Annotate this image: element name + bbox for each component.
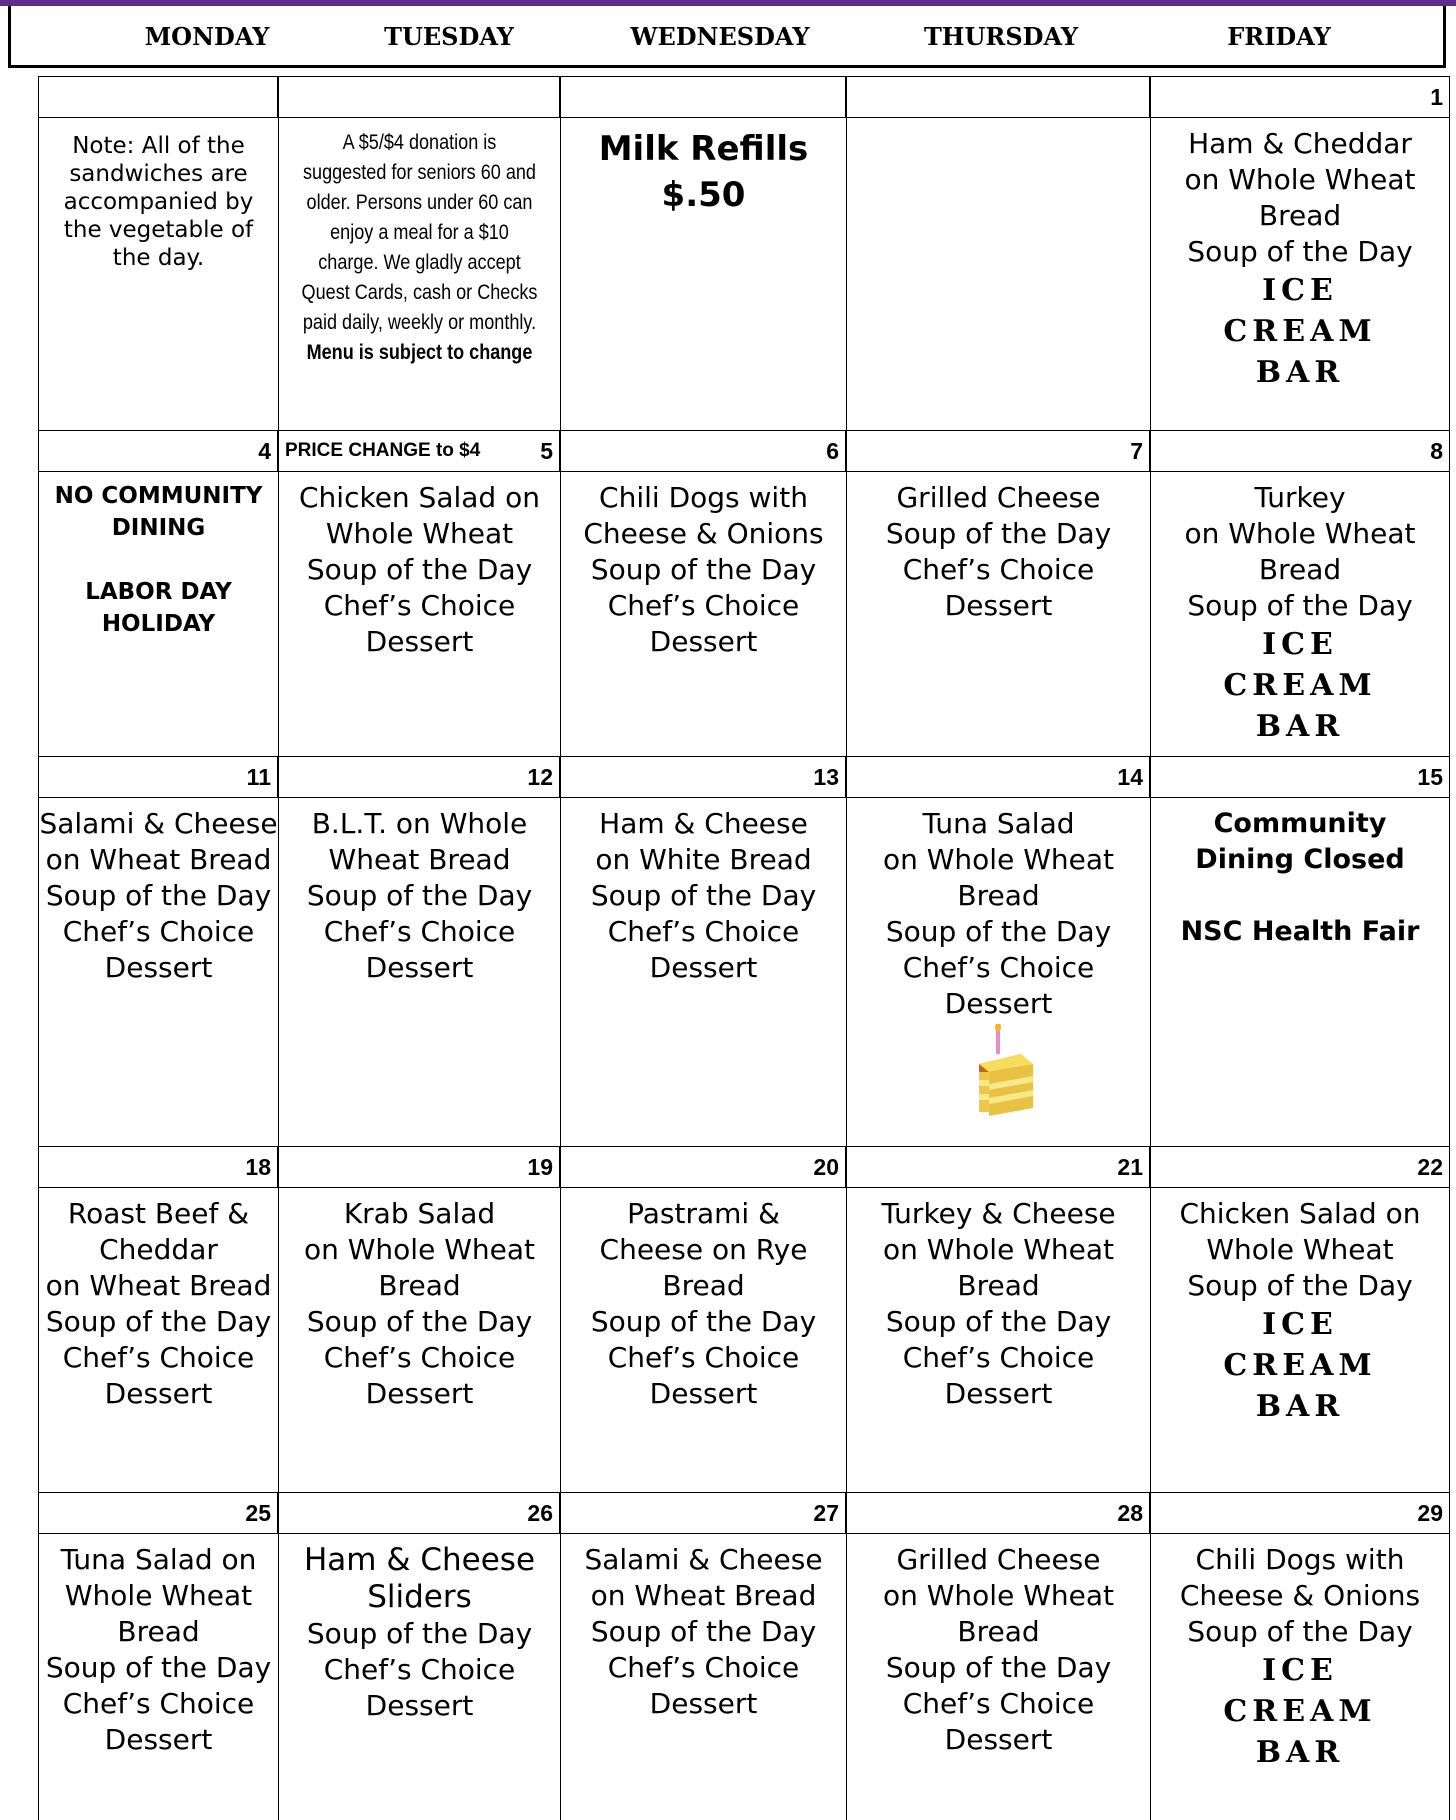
day-cell-wednesday xyxy=(560,1188,846,1492)
date-number-text: 22 xyxy=(1417,1154,1443,1180)
note-text: Note: All of the sandwiches are accompanied by the vegetable of the day. xyxy=(63,133,254,271)
menu-line: Salami & Cheese xyxy=(584,1543,823,1576)
date-number-thursday xyxy=(846,1146,1150,1188)
menu-line: Tuna Salad xyxy=(922,807,1075,840)
date-number-friday xyxy=(1150,756,1450,798)
menu-line: Chef’s Choice xyxy=(902,1341,1095,1374)
menu-line: Soup of the Day xyxy=(1187,235,1413,268)
menu-line: on Wheat Bread xyxy=(590,1579,817,1612)
date-number-text: 7 xyxy=(1130,438,1143,464)
menu-line: Soup of the Day xyxy=(885,1651,1112,1684)
menu-line: Dessert xyxy=(365,1377,474,1410)
menu-line: Dessert xyxy=(944,1723,1053,1756)
menu-line: Bread xyxy=(957,1615,1040,1648)
menu-line: Bread xyxy=(1258,553,1342,586)
menu-line: Cheese on Rye xyxy=(599,1233,808,1266)
date-number-text: 11 xyxy=(246,764,271,790)
menu-line: Ham & Cheese xyxy=(303,1542,536,1578)
menu-line: Roast Beef & xyxy=(67,1197,250,1230)
ice-cream-bar-text: CREAM xyxy=(1223,1348,1377,1383)
weekday-header xyxy=(8,6,1446,68)
date-number-monday xyxy=(38,1146,278,1188)
menu-line: Chef’s Choice xyxy=(902,553,1095,586)
ice-cream-bar-text: CREAM xyxy=(1223,314,1377,349)
date-number-tuesday xyxy=(278,430,560,472)
menu-line: Soup of the Day xyxy=(885,517,1112,550)
birthday-cake-icon xyxy=(847,1024,1150,1133)
ice-cream-bar-text: ICE xyxy=(1262,273,1338,308)
date-number-text: 18 xyxy=(245,1154,271,1180)
menu-line: Community xyxy=(1213,808,1387,839)
date-number-thursday xyxy=(846,76,1150,118)
date-number-tuesday xyxy=(278,756,560,798)
date-number-text: 29 xyxy=(1417,1500,1443,1526)
milk-refills-price: $.50 xyxy=(661,175,746,215)
menu-line: Soup of the Day xyxy=(306,1305,533,1338)
day-cell-wednesday xyxy=(560,1534,846,1820)
menu-line: NSC Health Fair xyxy=(1180,916,1420,947)
date-number-wednesday xyxy=(560,76,846,118)
date-number-monday xyxy=(38,756,278,798)
menu-line: NO COMMUNITY xyxy=(54,483,263,509)
date-number-text: 15 xyxy=(1417,764,1443,790)
menu-line: Tuna Salad on xyxy=(60,1543,257,1576)
menu-line: Chef’s Choice xyxy=(607,589,800,622)
menu-line: Bread xyxy=(378,1269,461,1302)
ice-cream-bar-text: BAR xyxy=(1255,709,1345,744)
menu-line: Soup of the Day xyxy=(45,1651,272,1684)
header-wednesday: WEDNESDAY xyxy=(630,22,810,51)
menu-line: Whole Wheat xyxy=(325,517,514,550)
menu-line: on White Bread xyxy=(595,843,812,876)
menu-line: Pastrami & xyxy=(627,1197,780,1230)
menu-line: Whole Wheat xyxy=(1206,1233,1394,1266)
menu-line: Dessert xyxy=(944,1377,1053,1410)
date-number-text: 13 xyxy=(813,764,839,790)
day-cell-thursday xyxy=(846,118,1150,430)
menu-line: on Whole Wheat xyxy=(1184,517,1416,550)
menu-line: Chef’s Choice xyxy=(607,1651,800,1684)
menu-line: Chef’s Choice xyxy=(62,1341,255,1374)
menu-line: Sliders xyxy=(367,1579,472,1615)
date-number-wednesday xyxy=(560,1146,846,1188)
date-number-friday xyxy=(1150,430,1450,472)
date-number-tuesday xyxy=(278,76,560,118)
menu-line: on Wheat Bread xyxy=(45,1269,272,1302)
date-number-text: 12 xyxy=(527,764,553,790)
header-tuesday: TUESDAY xyxy=(384,22,514,51)
donation-note xyxy=(299,126,541,370)
header-thursday: THURSDAY xyxy=(923,22,1079,51)
menu-line: Dessert xyxy=(365,951,474,984)
menu-line: Soup of the Day xyxy=(1187,1615,1413,1648)
menu-line: Chef’s Choice xyxy=(902,1687,1095,1720)
menu-line: Soup of the Day xyxy=(590,879,817,912)
day-cell-monday xyxy=(38,472,278,756)
menu-line: Bread xyxy=(1258,199,1342,232)
date-number-text: 1 xyxy=(1430,84,1443,110)
day-cell-tuesday xyxy=(278,1534,560,1820)
menu-line: Salami & Cheese xyxy=(39,807,278,840)
menu-line: Soup of the Day xyxy=(306,553,533,586)
menu-line: Chef’s Choice xyxy=(323,915,516,948)
menu-line xyxy=(1151,878,1449,914)
menu-line: Whole Wheat xyxy=(64,1579,253,1612)
date-number-text: 21 xyxy=(1117,1154,1143,1180)
menu-line: Dessert xyxy=(944,589,1053,622)
menu-line: Dessert xyxy=(365,625,474,658)
menu-line: on Whole Wheat xyxy=(1184,163,1416,196)
menu-line: Soup of the Day xyxy=(885,1305,1112,1338)
date-number-text: 6 xyxy=(826,438,839,464)
donation-note-text: A $5/$4 donation is suggested for seniors 60 and older. Persons under 60 can enjoy a meal for a $10 charge. We gladly accept Quest Cards, cash or Checks paid daily, weekly or monthly. xyxy=(301,131,538,334)
day-cell-monday xyxy=(38,1188,278,1492)
ice-cream-bar-text: ICE xyxy=(1262,1653,1338,1688)
day-cell-monday xyxy=(38,1534,278,1820)
day-cell-friday xyxy=(1150,118,1450,430)
menu-line: Chicken Salad on xyxy=(299,481,540,514)
day-cell-tuesday xyxy=(278,118,560,430)
day-cell-thursday xyxy=(846,1188,1150,1492)
ice-cream-bar-text: BAR xyxy=(1255,1735,1345,1770)
menu-line: Dessert xyxy=(365,1689,474,1722)
date-number-tuesday xyxy=(278,1146,560,1188)
menu-line: Bread xyxy=(957,1269,1040,1302)
menu-line: Bread xyxy=(117,1615,200,1648)
header-friday: FRIDAY xyxy=(1227,22,1331,51)
menu-line: Soup of the Day xyxy=(1187,589,1413,622)
menu-line: Soup of the Day xyxy=(590,553,817,586)
menu-line: HOLIDAY xyxy=(101,611,216,637)
menu-line: Dining Closed xyxy=(1195,844,1405,875)
menu-line: Dessert xyxy=(104,1377,213,1410)
ice-cream-bar-text: ICE xyxy=(1262,627,1338,662)
menu-line: Turkey & Cheese xyxy=(881,1197,1116,1230)
menu-line: Chef’s Choice xyxy=(323,589,516,622)
date-number-tuesday xyxy=(278,1492,560,1534)
day-cell-tuesday xyxy=(278,472,560,756)
day-cell-wednesday xyxy=(560,798,846,1146)
menu-line: on Whole Wheat xyxy=(303,1233,536,1266)
day-cell-tuesday xyxy=(278,1188,560,1492)
date-number-monday xyxy=(38,1492,278,1534)
menu-line: Cheese & Onions xyxy=(1179,1579,1421,1612)
menu-line: Chef’s Choice xyxy=(62,915,255,948)
menu-line: Wheat Bread xyxy=(328,843,511,876)
menu-line: LABOR DAY xyxy=(85,579,232,605)
menu-line xyxy=(39,544,278,576)
date-number-text: 4 xyxy=(258,438,271,464)
menu-line: Chef’s Choice xyxy=(607,915,800,948)
price-change-notice: PRICE CHANGE to $4 xyxy=(285,440,481,461)
day-cell-friday xyxy=(1150,472,1450,756)
date-number-wednesday xyxy=(560,430,846,472)
date-number-monday xyxy=(38,76,278,118)
date-number-wednesday xyxy=(560,1492,846,1534)
day-cell-thursday xyxy=(846,798,1150,1146)
menu-line: Dessert xyxy=(649,951,758,984)
day-cell-friday xyxy=(1150,1188,1450,1492)
menu-line: Ham & Cheddar xyxy=(1188,127,1412,160)
menu-line: Chili Dogs with xyxy=(599,481,808,514)
day-cell-friday xyxy=(1150,1534,1450,1820)
menu-line: Chef’s Choice xyxy=(323,1341,516,1374)
menu-line: Cheddar xyxy=(99,1233,218,1266)
date-number-thursday xyxy=(846,756,1150,798)
menu-line: Soup of the Day xyxy=(306,1617,533,1650)
ice-cream-bar-text: ICE xyxy=(1262,1307,1338,1342)
day-cell-monday xyxy=(38,118,278,430)
menu-line: Soup of the Day xyxy=(590,1615,817,1648)
date-number-thursday xyxy=(846,430,1150,472)
date-number-wednesday xyxy=(560,756,846,798)
date-number-monday xyxy=(38,430,278,472)
header-monday: MONDAY xyxy=(144,22,270,51)
date-number-friday xyxy=(1150,76,1450,118)
date-number-text: 27 xyxy=(813,1500,839,1526)
milk-refills-label: Milk Refills xyxy=(598,129,809,169)
menu-line: on Whole Wheat xyxy=(882,1579,1115,1612)
menu-line: Chef’s Choice xyxy=(607,1341,800,1374)
menu-line: Dessert xyxy=(649,1687,758,1720)
date-number-text: 25 xyxy=(245,1500,271,1526)
menu-line: B.L.T. on Whole xyxy=(311,807,528,840)
date-number-text: 8 xyxy=(1430,438,1443,464)
menu-line: Dessert xyxy=(104,951,213,984)
menu-line: Cheese & Onions xyxy=(583,517,824,550)
menu-line: Dessert xyxy=(944,987,1053,1020)
menu-line: Chef’s Choice xyxy=(902,951,1095,984)
menu-line: Soup of the Day xyxy=(885,915,1112,948)
date-number-friday xyxy=(1150,1146,1450,1188)
ice-cream-bar-text: CREAM xyxy=(1223,1694,1377,1729)
date-number-text: 26 xyxy=(527,1500,553,1526)
menu-line: on Whole Wheat xyxy=(882,1233,1115,1266)
menu-line: Dessert xyxy=(104,1723,213,1756)
date-number-text: 14 xyxy=(1117,764,1143,790)
day-cell-thursday xyxy=(846,1534,1150,1820)
menu-line: Turkey xyxy=(1254,481,1346,514)
menu-line: Soup of the Day xyxy=(45,1305,272,1338)
ice-cream-bar-text: CREAM xyxy=(1223,668,1377,703)
menu-line: on Wheat Bread xyxy=(45,843,272,876)
date-number-text: 19 xyxy=(527,1154,553,1180)
menu-line: on Whole Wheat xyxy=(882,843,1115,876)
day-cell-monday xyxy=(38,798,278,1146)
menu-line: Krab Salad xyxy=(343,1197,496,1230)
menu-line: Grilled Cheese xyxy=(896,481,1101,514)
menu-line: Soup of the Day xyxy=(590,1305,817,1338)
menu-line: Dessert xyxy=(649,625,758,658)
ice-cream-bar-text: BAR xyxy=(1255,355,1345,390)
menu-change-notice: Menu is subject to change xyxy=(306,341,533,364)
day-cell-wednesday xyxy=(560,118,846,430)
date-number-friday xyxy=(1150,1492,1450,1534)
menu-line: Chef’s Choice xyxy=(62,1687,255,1720)
day-cell-thursday xyxy=(846,472,1150,756)
menu-line: Soup of the Day xyxy=(45,879,272,912)
date-number-thursday xyxy=(846,1492,1150,1534)
date-number-text: 20 xyxy=(813,1154,839,1180)
menu-line: Chili Dogs with xyxy=(1195,1543,1405,1576)
menu-line: Chicken Salad on xyxy=(1179,1197,1421,1230)
date-number-text: 28 xyxy=(1117,1500,1143,1526)
day-cell-wednesday xyxy=(560,472,846,756)
menu-line: Chef’s Choice xyxy=(323,1653,516,1686)
menu-line: Soup of the Day xyxy=(306,879,533,912)
menu-line: Soup of the Day xyxy=(1187,1269,1413,1302)
date-number-text: 5 xyxy=(540,438,553,464)
menu-line: Grilled Cheese xyxy=(896,1543,1101,1576)
ice-cream-bar-text: BAR xyxy=(1255,1389,1345,1424)
menu-line: Ham & Cheese xyxy=(599,807,808,840)
menu-line: Dessert xyxy=(649,1377,758,1410)
menu-line: DINING xyxy=(111,515,206,541)
menu-line: Bread xyxy=(662,1269,745,1302)
day-cell-friday xyxy=(1150,798,1450,1146)
menu-line: Bread xyxy=(957,879,1040,912)
day-cell-tuesday xyxy=(278,798,560,1146)
